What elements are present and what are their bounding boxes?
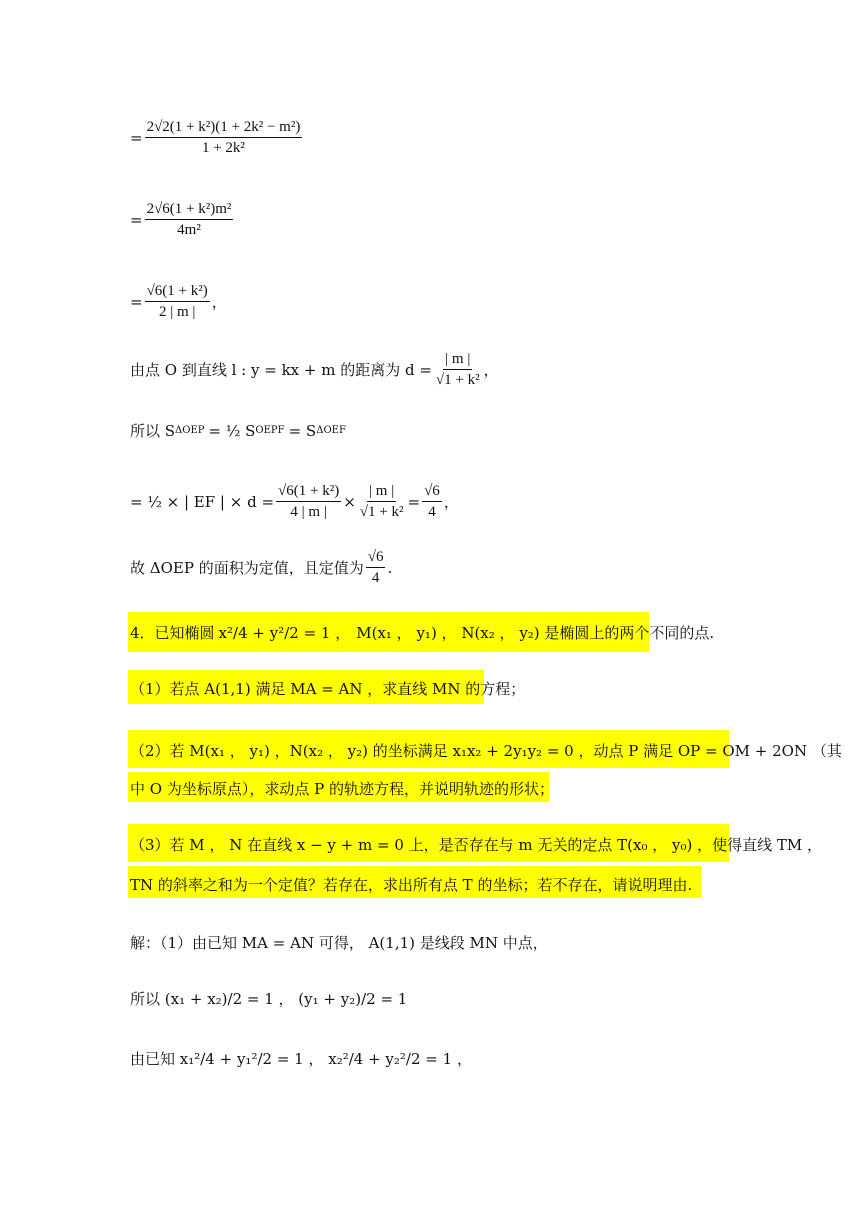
distance-line: [130, 350, 499, 389]
eq2-denominator: 4m²: [177, 222, 201, 238]
eq2-fraction: [145, 200, 234, 239]
eq3-denominator: 2 | m |: [158, 304, 196, 320]
problem-stem-equation: x²/4 + y²/2 = 1 ，: [218, 624, 351, 642]
calc-f2-numerator: | m |: [367, 482, 396, 502]
calc-equals: =: [407, 492, 421, 511]
conclusion-numerator: √6: [366, 548, 386, 568]
calc-fraction-2: [358, 482, 406, 521]
conclusion-denominator: 4: [371, 570, 380, 586]
problem-part-3a: [130, 834, 822, 855]
eq1-denominator: 1 + 2k²: [201, 140, 245, 156]
solution-line-1: [130, 932, 548, 953]
problem-part-2b: [130, 778, 554, 799]
part3b-text: TN 的斜率之和为一个定值？若存在，求出所有点 T 的坐标；若不存在，请说明理由.: [130, 876, 693, 894]
calc-suffix: ，: [443, 493, 459, 511]
calc-result-denominator: 4: [428, 504, 436, 520]
calc-fraction-1: [276, 482, 341, 521]
eq2-prefix: =: [130, 210, 143, 229]
part2b-text: 中 O 为坐标原点），求动点 P 的轨迹方程，并说明轨迹的形状；: [130, 780, 554, 798]
calculation-line: [130, 482, 459, 521]
calc-f2-denominator: √1 + k²: [359, 504, 404, 520]
problem-part-2a: [130, 740, 842, 761]
solution-line-3: [130, 1048, 472, 1069]
eq1-prefix: =: [130, 128, 143, 147]
distance-denominator: √1 + k²: [435, 372, 480, 388]
problem-stem-c: M(x₁ ， y₁) ， N(x₂ ， y₂) 是椭圆上的两个不同的点.: [356, 624, 715, 642]
problem-part-1: [130, 678, 525, 699]
part2a-text: （2）若 M(x₁ ， y₁) ，N(x₂ ， y₂) 的坐标满足 x₁x₂ + 2y₁y₂ = 0 ，动点 P 满足 OP = OM + 2ON （其: [130, 742, 842, 760]
problem-part-3b: [130, 874, 692, 895]
distance-numerator: | m |: [443, 350, 472, 370]
distance-text: 由点 O 到直线 l : y = kx + m 的距离为 d =: [130, 361, 432, 379]
solution-2-text: 所以 (x₁ + x₂)/2 = 1 ， (y₁ + y₂)/2 = 1: [130, 990, 408, 1008]
eq1-fraction: [145, 118, 303, 157]
calc-result-fraction: [422, 482, 442, 521]
eq3-suffix: ，: [211, 293, 227, 311]
eq2-numerator: 2√6(1 + k²)m²: [145, 200, 234, 220]
area-mid: = ½ S: [208, 421, 256, 440]
calc-f1-denominator: 4 | m |: [290, 504, 327, 520]
conclusion-fraction: [366, 548, 386, 587]
part3a-text: （3）若 M ， N 在直线 x − y + m = 0 上，是否存在与 m 无关的定点 T(x₀ ， y₀) ，使得直线 TM ，: [130, 836, 823, 854]
problem-stem: [130, 622, 714, 643]
eq3-prefix: =: [130, 292, 143, 311]
equation-line-3: [130, 282, 227, 321]
solution-line-2: [130, 988, 407, 1009]
area-end: = S: [288, 421, 317, 440]
eq3-numerator: √6(1 + k²): [145, 282, 210, 302]
calc-result-numerator: √6: [422, 482, 442, 502]
problem-stem-a: 4．已知椭圆: [130, 624, 215, 642]
calc-prefix: = ½ × | EF | × d =: [130, 492, 275, 511]
equation-line-1: [130, 118, 304, 157]
conclusion-suffix: .: [387, 558, 393, 577]
eq1-numerator: 2√2(1 + k²)(1 + 2k² − m²): [145, 118, 303, 138]
solution-1-text: 解：（1）由已知 MA = AN 可得， A(1,1) 是线段 MN 中点，: [130, 934, 548, 952]
part1-text: （1）若点 A(1,1) 满足 MA = AN ，求直线 MN 的方程；: [130, 680, 526, 698]
area-sub-3: ΔOEF: [316, 425, 346, 436]
area-sub-2: OEPF: [255, 425, 285, 436]
area-text: 所以 S: [130, 422, 176, 440]
conclusion-line: [130, 548, 392, 587]
area-sub-1: ΔOEP: [175, 425, 205, 436]
eq3-fraction: [145, 282, 210, 321]
distance-fraction: [434, 350, 482, 389]
equation-line-2: [130, 200, 235, 239]
area-line: [130, 420, 346, 441]
conclusion-text: 故 ΔOEP 的面积为定值，且定值为: [130, 559, 364, 577]
calc-f1-numerator: √6(1 + k²): [276, 482, 341, 502]
calc-times: ×: [343, 492, 356, 511]
distance-suffix: ，: [483, 361, 499, 379]
solution-3-text: 由已知 x₁²/4 + y₁²/2 = 1 ， x₂²/4 + y₂²/2 = 1 ，: [130, 1050, 472, 1068]
